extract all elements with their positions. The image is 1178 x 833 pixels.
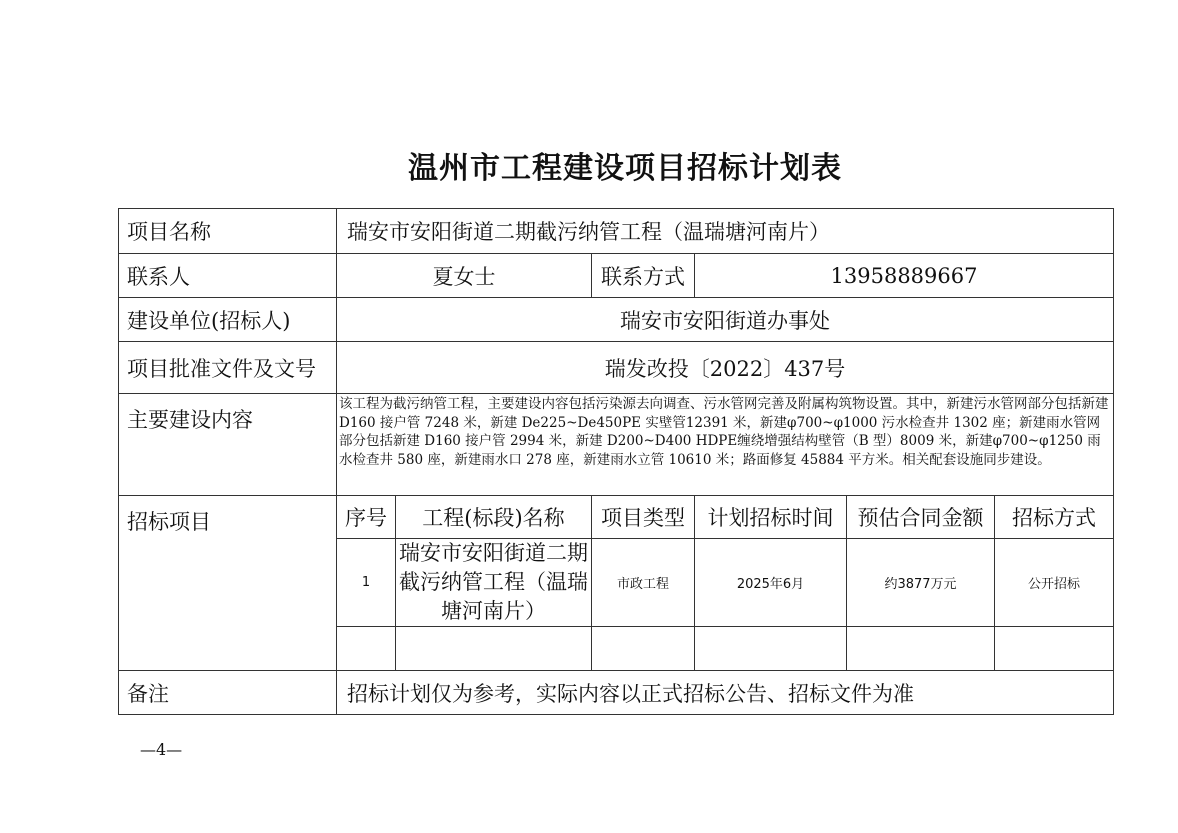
empty-cell	[396, 627, 592, 671]
bid-item-no: 1	[337, 539, 396, 627]
bid-item-method: 公开招标	[995, 539, 1114, 627]
contact-value: 夏女士	[337, 254, 592, 298]
content-label: 主要建设内容	[119, 394, 337, 496]
builder-label: 建设单位(招标人)	[119, 298, 337, 342]
header-project-type: 项目类型	[592, 496, 695, 539]
row-remark	[119, 671, 1114, 715]
remark-value: 招标计划仅为参考，实际内容以正式招标公告、招标文件为准	[337, 671, 1114, 715]
remark-label: 备注	[119, 671, 337, 715]
content-value: 该工程为截污纳管工程，主要建设内容包括污染源去向调查、污水管网完善及附属构筑物设置。其中，新建污水管网部分包括新建 D160 接户管 7248 米，新建 De225~De450PE 实壁管12391 米，新建φ700~φ1000 污水检查井 1302 座；新建雨水管网部分包括新建 D160 接户管 2994 米，新建 D200~D400 HDPE缠绕增强结构壁管（B 型）8009 米，新建φ700~φ1250 雨水检查井 580 座，新建雨水口 278 座，新建雨水立管 10610 米；路面修复 45884 平方米。相关配套设施同步建设。	[337, 394, 1114, 496]
contact-method-value: 13958889667	[695, 254, 1114, 298]
empty-cell	[337, 627, 396, 671]
header-bid-method: 招标方式	[995, 496, 1114, 539]
builder-value: 瑞安市安阳街道办事处	[337, 298, 1114, 342]
row-contact	[119, 254, 1114, 298]
page-number: —4—	[140, 740, 183, 759]
header-no: 序号	[337, 496, 396, 539]
empty-cell	[847, 627, 995, 671]
bid-item-type: 市政工程	[592, 539, 695, 627]
bid-plan-table	[118, 208, 1114, 715]
project-name-value: 瑞安市安阳街道二期截污纳管工程（温瑞塘河南片）	[337, 209, 1114, 254]
row-main-content	[119, 394, 1114, 496]
bid-item-amount: 约3877万元	[847, 539, 995, 627]
contact-label: 联系人	[119, 254, 337, 298]
contact-method-label: 联系方式	[592, 254, 695, 298]
document-title: 温州市工程建设项目招标计划表	[408, 151, 842, 186]
header-section-name: 工程(标段)名称	[396, 496, 592, 539]
row-bid-headers	[119, 496, 1114, 539]
approval-value: 瑞发改投〔2022〕437号	[337, 342, 1114, 394]
row-approval	[119, 342, 1114, 394]
bid-item-time: 2025年6月	[695, 539, 847, 627]
empty-cell	[592, 627, 695, 671]
empty-cell	[995, 627, 1114, 671]
header-contract-amount: 预估合同金额	[847, 496, 995, 539]
bid-item-name: 瑞安市安阳街道二期截污纳管工程（温瑞塘河南片）	[396, 539, 592, 627]
bid-label: 招标项目	[119, 496, 337, 671]
header-bid-time: 计划招标时间	[695, 496, 847, 539]
row-builder	[119, 298, 1114, 342]
row-project-name	[119, 209, 1114, 254]
approval-label: 项目批准文件及文号	[119, 342, 337, 394]
project-name-label: 项目名称	[119, 209, 337, 254]
empty-cell	[695, 627, 847, 671]
